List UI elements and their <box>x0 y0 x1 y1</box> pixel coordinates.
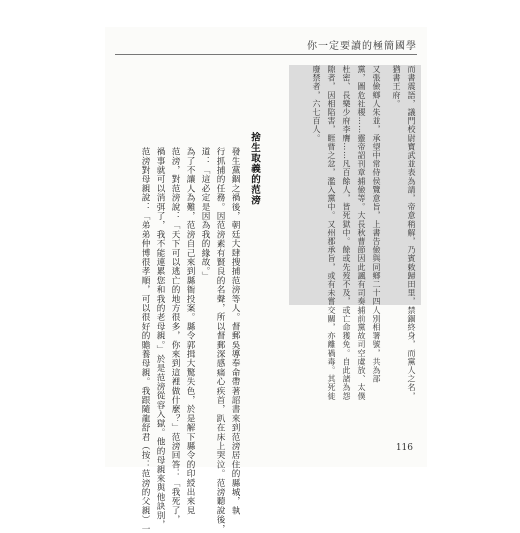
header-divider <box>115 54 417 55</box>
body-line: 范滂，對范滂說：「天下可以逃亡的地方很多，你來到這裡做什麼？」范滂回答：「我死了， <box>170 147 180 525</box>
quote-line: 杜密、長樂少府李膺……凡百餘人，皆死獄中。餘或先歿不及，或亡命獲免。自此諸為怨 <box>342 65 351 401</box>
body-line: 行抓捕的任務。因范滂素有賢良的名聲，所以督郵深感痛心疾首，趴在床上哭泣。范滂聽說後， <box>215 147 225 533</box>
body-line: 為了不讓人為難，范滂自己來到縣衙投案。縣令郭揖大驚失色，於是解下縣令的印綬出來見 <box>185 147 195 515</box>
body-line: 禍事就可以消弭了，我不能連累您和我的老母親。」於是范滂從容入獄。他的母親來與他訣別， <box>155 147 165 530</box>
quote-line: 而書震語，議門校尉寶武並表為請，帝意稍解，乃賓敕歸田里，禁錮終身，而黨人之名， <box>407 65 416 401</box>
quote-line: 又張儉鄉人朱並，承望中常侍侯覽意旨，上書告儉與同鄉二十四人別相署號，共為部 <box>372 65 381 384</box>
quote-line: 猶書王府。 <box>392 65 401 108</box>
body-line: 道：「這必定是因為我的緣故。」 <box>200 147 210 281</box>
body-line: 范滂對母親說：「弟弟仲博很孝順，可以很好的贍養母親。我跟隨龍舒君（按：范滂的父親）一 <box>140 147 150 533</box>
quote-line: 廢禁者，六七百人。 <box>312 65 321 143</box>
quote-box <box>289 65 421 401</box>
book-page <box>105 27 427 533</box>
section-heading: 捨生取義的范滂 <box>249 132 260 206</box>
body-line: 發生黨錮之禍後，朝廷大肆搜捕范滂等人。督郵吳導奉命帶著詔書來到范滂居住的縣城，執 <box>230 147 240 515</box>
running-header: 你一定要讀的極簡國學 <box>307 41 417 52</box>
quote-line: 黨，圖危社稷……靈帝詔刊章捕儉等。大長秋曹節因此諷有司奏捕前黨故司空虞放、太僕 <box>357 65 366 401</box>
page-number: 116 <box>395 443 413 453</box>
quote-line: 隙者，因相陷害，睚眥之忿，濫入黨中。又州郡承旨，或有未嘗交關，亦離禍毒。其死徙 <box>327 65 336 401</box>
